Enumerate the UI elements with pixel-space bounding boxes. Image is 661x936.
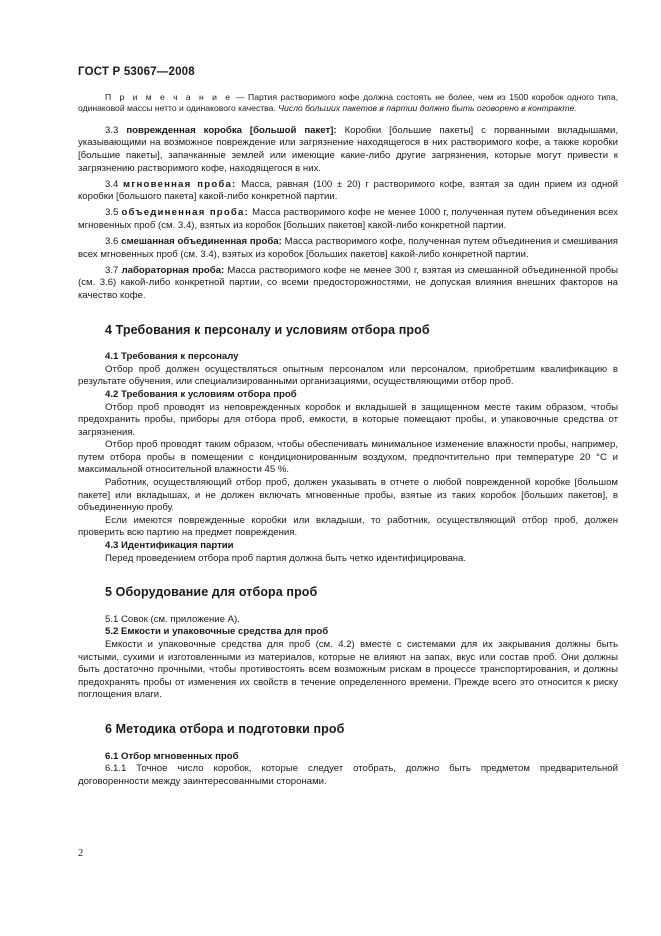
section-5-heading: 5 Оборудование для отбора проб <box>105 585 318 600</box>
section-6-heading: 6 Методика отбора и подготовки проб <box>105 721 345 736</box>
paragraph-6-1-1: 6.1.1 Точное число коробок, которые следует отобрать, должно быть предметом предварительной договоренности между заинтересованными сторонами. <box>78 763 618 787</box>
definition-number: 3.3 <box>105 124 119 136</box>
definition-text: Масса растворимого кофе не менее 300 г, взятая из смешанной объединенной пробы (см. 3.6) какой-либо конкретной партии, со всеми предосторожностями, не допуская влияния внешних факторов на качество кофе. <box>78 264 618 301</box>
definition-3-5 <box>78 207 618 232</box>
paragraph-4-2-d: Если имеются поврежденные коробки или вкладыши, то работник, осуществляющий отбор проб, должен проверить всю партию на предмет повреждения. <box>78 514 618 539</box>
paragraph-4-2-a: Отбор проб проводят из неповрежденных коробок и вкладышей в защищенном месте таким образом, чтобы предохранить пробы, приборы для отбора проб, емкости, в которые помещают пробы, и упаковочные средства от загрязнения. <box>78 401 618 438</box>
paragraph-4-2-c: Работник, осуществляющий отбор проб, должен указывать в отчете о любой поврежденной коробке [большом пакете] или вкладышах, и не должен включать мгновенные пробы, взятые из таких коробок [больших пакетов], в объединенную пробу. <box>78 477 618 514</box>
definition-term: мгновенная проба: <box>123 178 237 190</box>
definition-number: 3.4 <box>105 178 119 190</box>
note-italic: Число больших пакетов в партии должно быть оговорено в контракте. <box>278 103 577 114</box>
subsection-4-2-heading: 4.2 Требования к условиям отбора проб <box>105 388 297 400</box>
subsection-5-2-heading: 5.2 Емкости и упаковочные средства для проб <box>105 626 329 638</box>
note <box>78 92 618 115</box>
page-number: 2 <box>78 848 84 859</box>
paragraph-5-1: 5.1 Совок (см. приложение А). <box>105 613 240 625</box>
subsection-6-1-heading: 6.1 Отбор мгновенных проб <box>105 750 239 762</box>
note-text: — Партия растворимого кофе должна состоять не более, чем из 1500 коробок одного типа, одинаковой массы нетто и одинакового качества. <box>78 92 618 114</box>
definition-text: Масса растворимого кофе, полученная путем объединения и смешивания всех мгновенных проб (см. 3.4), взятых из коробок [больших пакетов] какой-либо конкретной партии. <box>78 236 618 260</box>
definition-3-7 <box>78 265 618 303</box>
definition-text: Масса растворимого кофе не менее 1000 г, полученная путем объединения всех мгновенных проб (см. 3.4), взятых из коробок [больших пакетов] какой-либо конкретной партии. <box>78 207 618 231</box>
definition-3-3 <box>78 125 618 175</box>
definition-number: 3.7 <box>105 264 119 276</box>
paragraph-4-3: Перед проведением отбора проб партия должна быть четко идентифицирована. <box>105 552 467 564</box>
definition-term: лабораторная проба: <box>121 264 225 276</box>
note-label: П р и м е ч а н и е <box>105 92 233 102</box>
paragraph-4-2-b: Отбор проб проводят таким образом, чтобы обеспечивать минимальное изменение влажности пробы, например, путем отбора пробы в помещении с кондиционированным воздухом, предпочтительно при температуре 20 °С и максимальной относительной влажности 45 %. <box>78 439 618 476</box>
definition-3-6 <box>78 236 618 261</box>
definitions-list <box>78 125 618 303</box>
definition-text: Коробки [большие пакеты] с порванными вкладышами, указывающими на возможное повреждение или загрязнение находящегося в них растворимого кофе, а также коробки [большие пакеты], запачканные землей или имеющие какие-либо другие загрязнения, которые могут привести к загрязнению растворимого кофе, находящегося в них. <box>78 124 619 174</box>
definition-term: смешанная объединенная проба: <box>121 236 282 248</box>
subsection-4-1-heading: 4.1 Требования к персоналу <box>105 351 239 363</box>
definition-3-4 <box>78 179 618 204</box>
definition-number: 3.5 <box>105 207 119 219</box>
paragraph-5-2: Емкости и упаковочные средства для проб (см. 4.2) вместе с системами для их закрывания должны быть чистыми, сухими и изготовленными из материалов, которые не влияют на запах, вкус или состав проб. Они должны быть достаточно прочными, чтобы противостоять всем возможным рискам в процессе транспортирования, и должны предохранять пробы от изменения их свойств в течение определенного времени. Прежде всего это относится к риску поглощения влаги. <box>78 639 618 701</box>
definition-number: 3.6 <box>105 236 119 248</box>
definition-text: Масса, равная (100 ± 20) г растворимого кофе, взятая за один прием из одной коробки [большого пакета] какой-либо конкретной партии. <box>78 178 618 203</box>
paragraph-4-1: Отбор проб должен осуществляться опытным персоналом или персоналом, приобретшим квалификацию в результате обучения, или специализированными организациями, осуществляющими отбор проб. <box>78 363 618 388</box>
subsection-4-3-heading: 4.3 Идентификация партии <box>105 540 234 552</box>
page-content <box>78 92 618 788</box>
definition-term: поврежденная коробка [большой пакет]: <box>126 124 337 136</box>
document-header: ГОСТ Р 53067—2008 <box>78 66 195 78</box>
section-4-heading: 4 Требования к персоналу и условиям отбора проб <box>105 322 430 337</box>
definition-term: объединенная проба: <box>121 207 249 219</box>
